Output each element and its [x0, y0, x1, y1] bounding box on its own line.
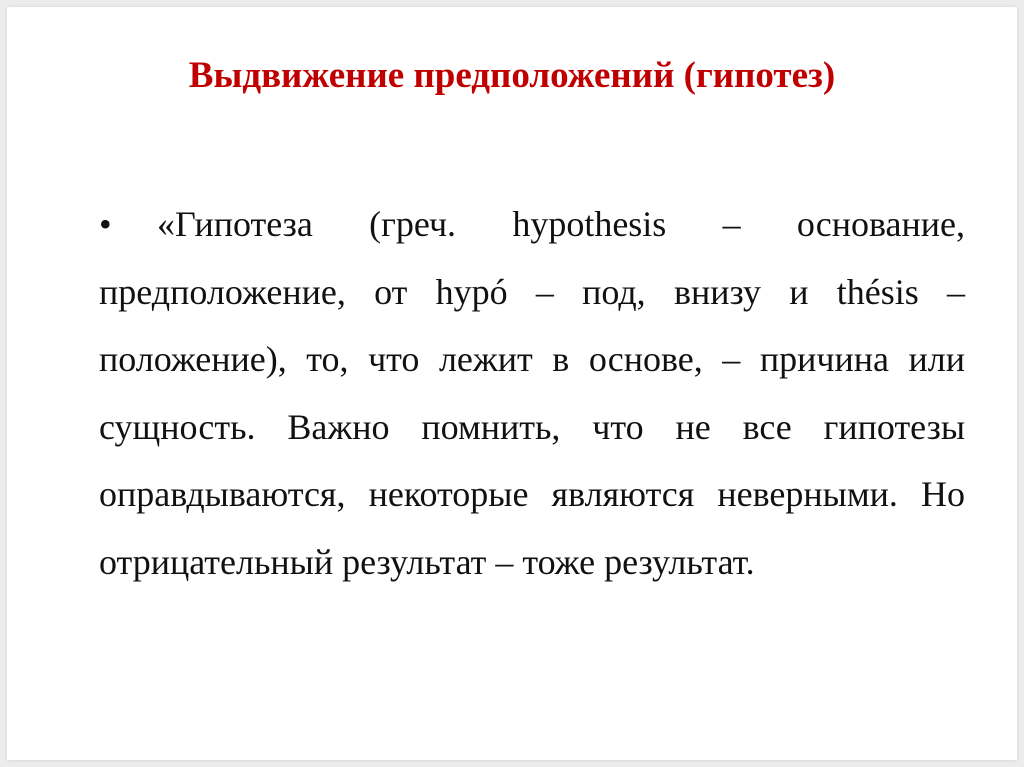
bullet-text: «Гипотеза (греч. hypothesis – основание, предположение, от hypó – под, внизу и thésis – положение), то, что лежит в основе, – причина или сущность. Важно помнить, что не все гипотезы оправдываются, некоторые являются неверными. Но отрицательный результат – тоже результат. [99, 204, 965, 582]
slide [7, 7, 1017, 760]
slide-title: Выдвижение предположений (гипотез) [188, 55, 836, 96]
bullet-list-item [99, 191, 965, 596]
bullet-marker: • [99, 204, 112, 244]
